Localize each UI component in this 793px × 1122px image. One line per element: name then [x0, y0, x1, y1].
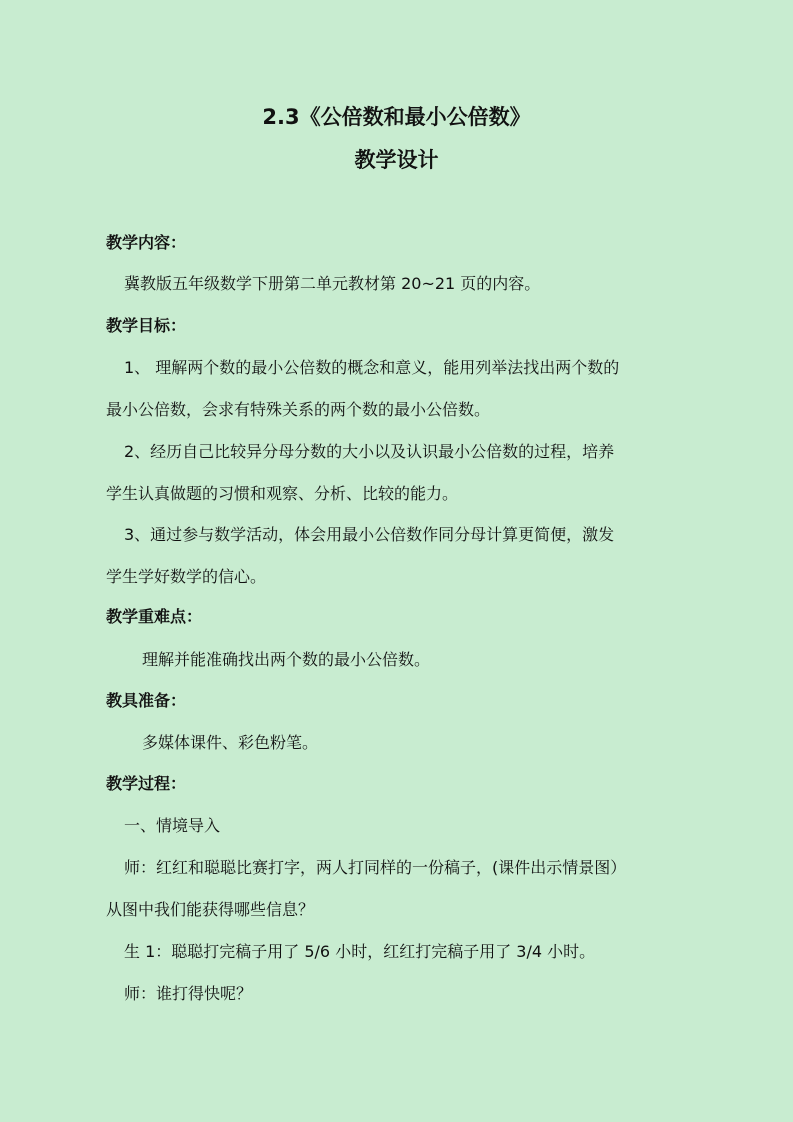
objective-3-line-1: 3、通过参与数学活动，体会用最小公倍数作同分母计算更简便，激发	[124, 525, 615, 544]
teaching-aids-paragraph: 多媒体课件、彩色粉笔。	[142, 733, 319, 752]
objective-3-line-2: 学生学好数学的信心。	[106, 567, 267, 586]
key-points-paragraph: 理解并能准确找出两个数的最小公倍数。	[142, 650, 431, 669]
document-title: 2.3《公倍数和最小公倍数》	[262, 105, 531, 129]
objective-2-line-1: 2、经历自己比较异分母分数的大小以及认识最小公倍数的过程，培养	[124, 442, 615, 461]
teacher-dialogue-line-2: 从图中我们能获得哪些信息？	[106, 900, 315, 919]
section-heading-key-points: 教学重难点：	[106, 607, 203, 626]
student-dialogue-line: 生 1：聪聪打完稿子用了 5/6 小时，红红打完稿子用了 3/4 小时。	[124, 942, 596, 961]
content-paragraph: 冀教版五年级数学下册第二单元教材第 20~21 页的内容。	[124, 274, 541, 293]
process-step-heading: 一、情境导入	[124, 816, 221, 835]
teacher-question-line: 师：谁打得快呢？	[124, 984, 253, 1003]
teacher-dialogue-line-1: 师：红红和聪聪比赛打字，两人打同样的一份稿子，(课件出示情景图）	[124, 858, 627, 877]
section-heading-teaching-aids: 教具准备：	[106, 691, 187, 710]
document-subtitle: 教学设计	[354, 148, 439, 172]
objective-1-line-2: 最小公倍数，会求有特殊关系的两个数的最小公倍数。	[106, 400, 491, 419]
section-heading-content: 教学内容：	[106, 233, 187, 252]
objective-2-line-2: 学生认真做题的习惯和观察、分析、比较的能力。	[106, 484, 459, 503]
section-heading-process: 教学过程：	[106, 774, 187, 793]
section-heading-objectives: 教学目标：	[106, 316, 187, 335]
objective-1-line-1: 1、 理解两个数的最小公倍数的概念和意义，能用列举法找出两个数的	[124, 358, 620, 377]
